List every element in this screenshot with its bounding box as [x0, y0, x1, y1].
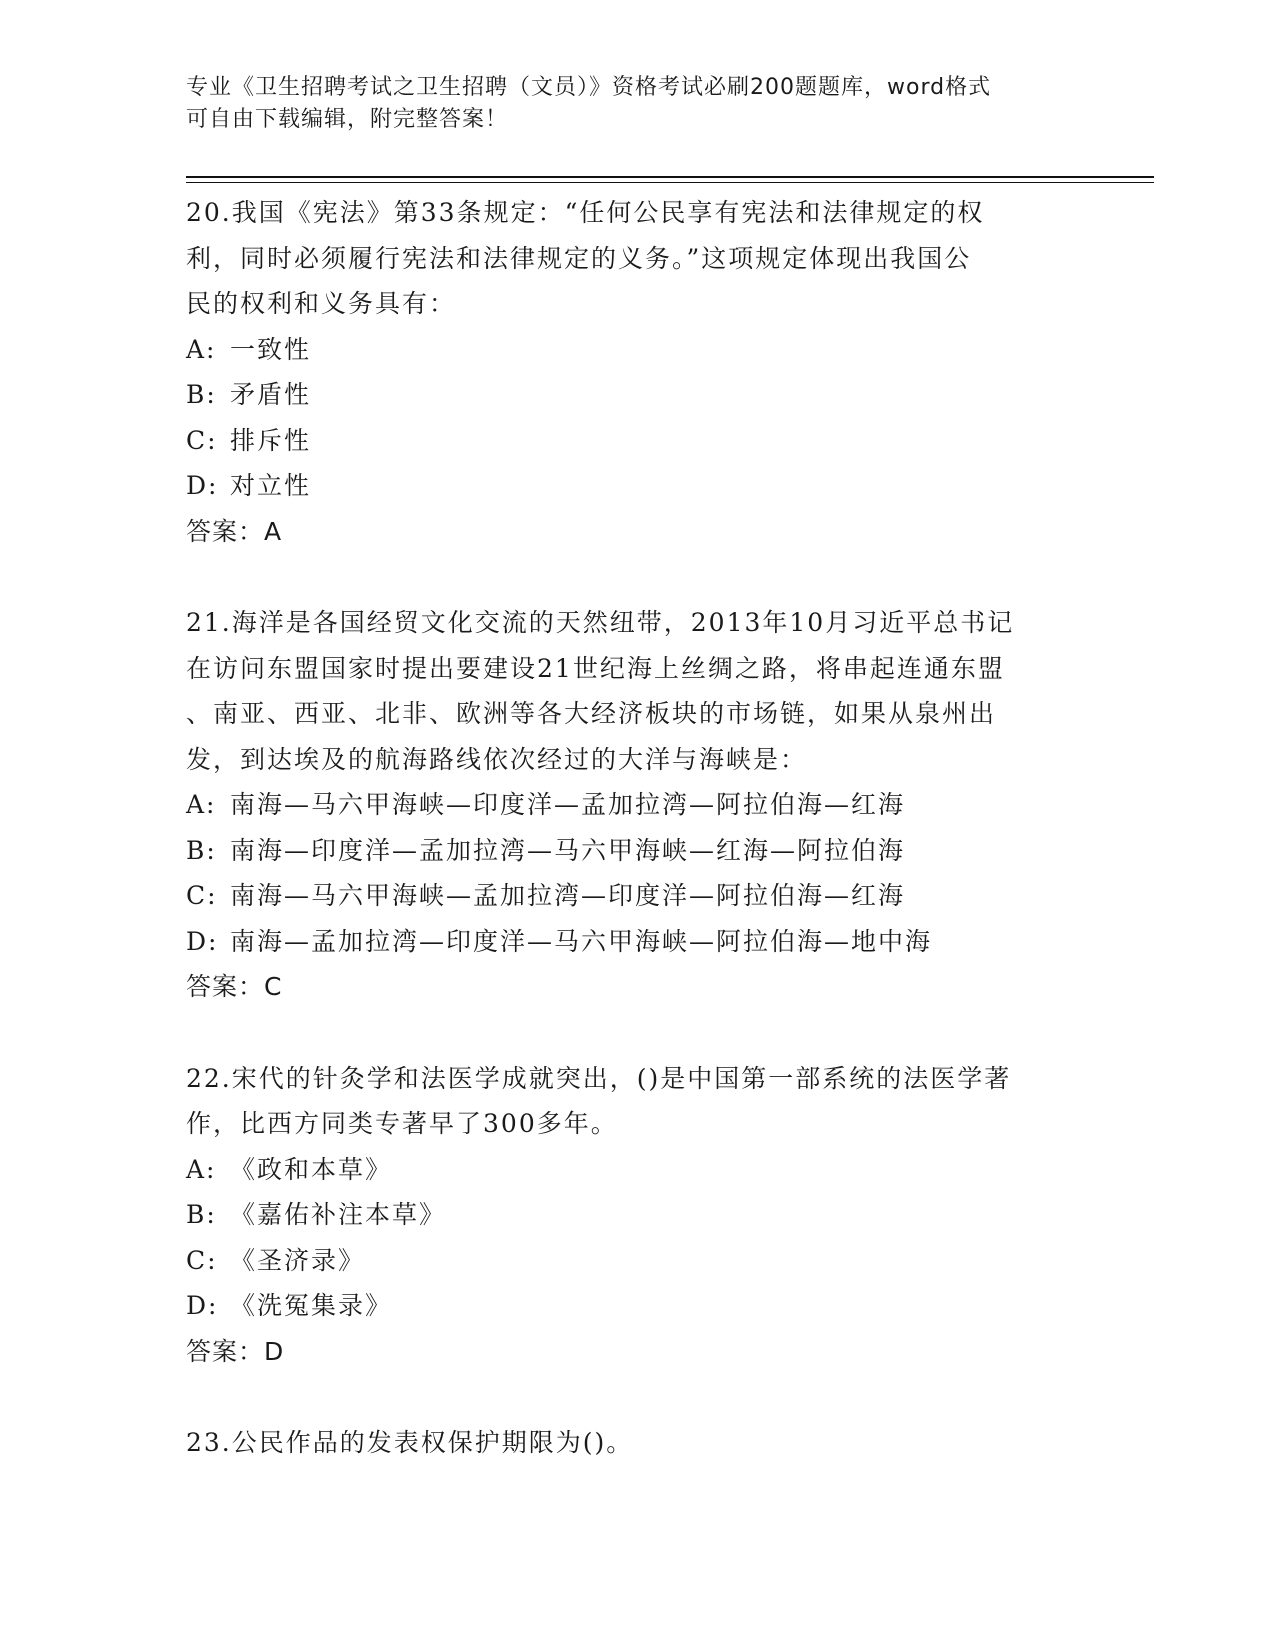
option-d: [186, 919, 1086, 965]
option-text: 《嘉佑补注本草》: [230, 1200, 447, 1229]
header-rule-thin: [186, 182, 1154, 183]
option-letter: C:: [186, 425, 218, 455]
option-letter: D:: [186, 471, 219, 500]
option-d: [186, 463, 1086, 509]
question-text-line: 民的权利和义务具有：: [186, 289, 457, 318]
option-letter: A:: [186, 790, 217, 819]
spacer: [186, 1374, 1086, 1420]
option-letter: C:: [186, 1245, 218, 1275]
option-d: [186, 1283, 1086, 1329]
option-letter: B:: [186, 835, 217, 865]
option-a: [186, 782, 1086, 828]
question-text-line: 发，到达埃及的航海路线依次经过的大洋与海峡是：: [186, 744, 808, 774]
option-c: [186, 418, 1086, 464]
option-b: [186, 372, 1086, 418]
option-a: [186, 1147, 1086, 1193]
header-line-1: 专业《卫生招聘考试之卫生招聘（文员）》资格考试必刷200题题库，word格式: [186, 75, 992, 100]
question-text-line: 在访问东盟国家时提出要建设21世纪海上丝绸之路，将串起连通东盟: [186, 653, 1005, 683]
question-text-line: 利，同时必须履行宪法和法律规定的义务。”这项规定体现出我国公: [186, 243, 972, 273]
option-letter: B:: [186, 380, 217, 409]
spacer: [186, 1010, 1086, 1056]
question-text-line: 20.我国《宪法》第33条规定：“任何公民享有宪法和法律规定的权: [186, 198, 985, 227]
option-text: 《洗冤集录》: [230, 1291, 393, 1320]
question-21: [186, 600, 1086, 1010]
header-rule-thick: [186, 176, 1154, 178]
answer-line: 答案：C: [186, 972, 283, 1001]
option-text: 对立性: [230, 471, 312, 500]
option-letter: B:: [186, 1200, 217, 1229]
question-text-line: 、南亚、西亚、北非、欧洲等各大经济板块的市场链，如果从泉州出: [186, 699, 997, 728]
answer-line: 答案：D: [186, 1336, 285, 1366]
document-header: [186, 72, 1066, 136]
option-text: 南海—马六甲海峡—孟加拉湾—印度洋—阿拉伯海—红海: [230, 881, 906, 910]
option-letter: D:: [186, 926, 219, 956]
spacer: [186, 554, 1086, 600]
option-c: [186, 873, 1086, 919]
question-23: [186, 1420, 1086, 1466]
question-20: [186, 190, 1086, 554]
option-letter: A:: [186, 1154, 217, 1184]
option-c: [186, 1238, 1086, 1284]
option-a: [186, 327, 1086, 373]
question-text-line: 23.公民作品的发表权保护期限为()。: [186, 1428, 634, 1457]
option-b: [186, 1192, 1086, 1238]
option-text: 《政和本草》: [230, 1154, 393, 1184]
header-line-2: 可自由下载编辑，附完整答案！: [186, 107, 509, 132]
option-text: 排斥性: [230, 425, 312, 455]
option-letter: A:: [186, 334, 217, 364]
option-text: 矛盾性: [230, 380, 312, 409]
question-text-line: 22.宋代的针灸学和法医学成就突出，()是中国第一部系统的法医学著: [186, 1063, 1012, 1093]
question-list: [186, 190, 1086, 1466]
option-text: 南海—印度洋—孟加拉湾—马六甲海峡—红海—阿拉伯海: [230, 835, 906, 865]
option-letter: D:: [186, 1291, 219, 1320]
option-b: [186, 828, 1086, 874]
answer-line: 答案：A: [186, 516, 283, 546]
option-text: 南海—孟加拉湾—印度洋—马六甲海峡—阿拉伯海—地中海: [230, 926, 933, 956]
option-letter: C:: [186, 881, 218, 910]
question-text-line: 作，比西方同类专著早了300多年。: [186, 1109, 618, 1138]
question-22: [186, 1056, 1086, 1375]
option-text: 南海—马六甲海峡—印度洋—孟加拉湾—阿拉伯海—红海: [230, 790, 906, 819]
option-text: 一致性: [230, 334, 312, 364]
question-text-line: 21.海洋是各国经贸文化交流的天然纽带，2013年10月习近平总书记: [186, 608, 1015, 637]
option-text: 《圣济录》: [230, 1245, 366, 1275]
